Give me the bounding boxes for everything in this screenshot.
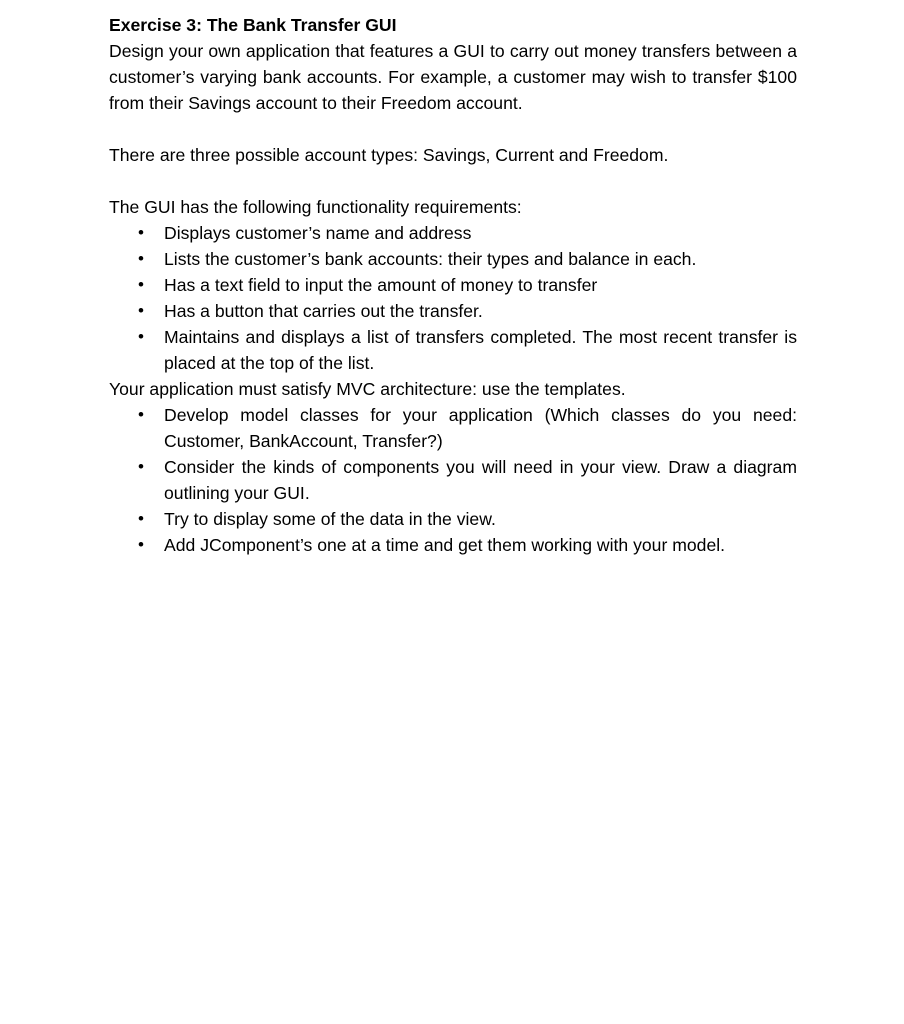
bullet-icon: • [138,275,144,294]
list-item [109,324,797,376]
intro-paragraph: Design your own application that features a GUI to carry out money transfers between a customer’s varying bank accounts. For example, a customer may wish to transfer $100 from their Savings account to their Freedom account. [109,41,797,113]
list-item [109,532,797,558]
requirements-heading: The GUI has the following functionality requirements: [109,197,522,217]
list-item-text: Consider the kinds of components you will need in your view. Draw a diagram outlining your GUI. [164,457,797,503]
list-item-text: Has a button that carries out the transfer. [164,301,483,321]
paragraph-gap [109,168,797,194]
list-item-text: Has a text field to input the amount of money to transfer [164,275,598,295]
bullet-icon: • [138,301,144,320]
mvc-steps-list [109,402,797,558]
document-page [109,12,797,558]
requirements-list [109,220,797,376]
list-item [109,402,797,454]
list-item [109,246,797,272]
list-item [109,506,797,532]
account-types-paragraph: There are three possible account types: Savings, Current and Freedom. [109,145,669,165]
bullet-icon: • [138,327,144,346]
list-item-text: Try to display some of the data in the view. [164,509,496,529]
list-item-text: Displays customer’s name and address [164,223,472,243]
mvc-heading: Your application must satisfy MVC architecture: use the templates. [109,379,626,399]
bullet-icon: • [138,249,144,268]
bullet-icon: • [138,405,144,424]
list-item [109,272,797,298]
bullet-icon: • [138,457,144,476]
bullet-icon: • [138,509,144,528]
list-item-text: Add JComponent’s one at a time and get them working with your model. [164,535,726,555]
list-item [109,454,797,506]
list-item-text: Lists the customer’s bank accounts: their types and balance in each. [164,249,697,269]
list-item [109,220,797,246]
bullet-icon: • [138,535,144,554]
list-item [109,298,797,324]
paragraph-gap [109,116,797,142]
list-item-text: Maintains and displays a list of transfers completed. The most recent transfer is placed at the top of the list. [164,327,797,373]
exercise-title: Exercise 3: The Bank Transfer GUI [109,15,397,35]
bullet-icon: • [138,223,144,242]
list-item-text: Develop model classes for your application (Which classes do you need: Customer, BankAccount, Transfer?) [164,405,797,451]
